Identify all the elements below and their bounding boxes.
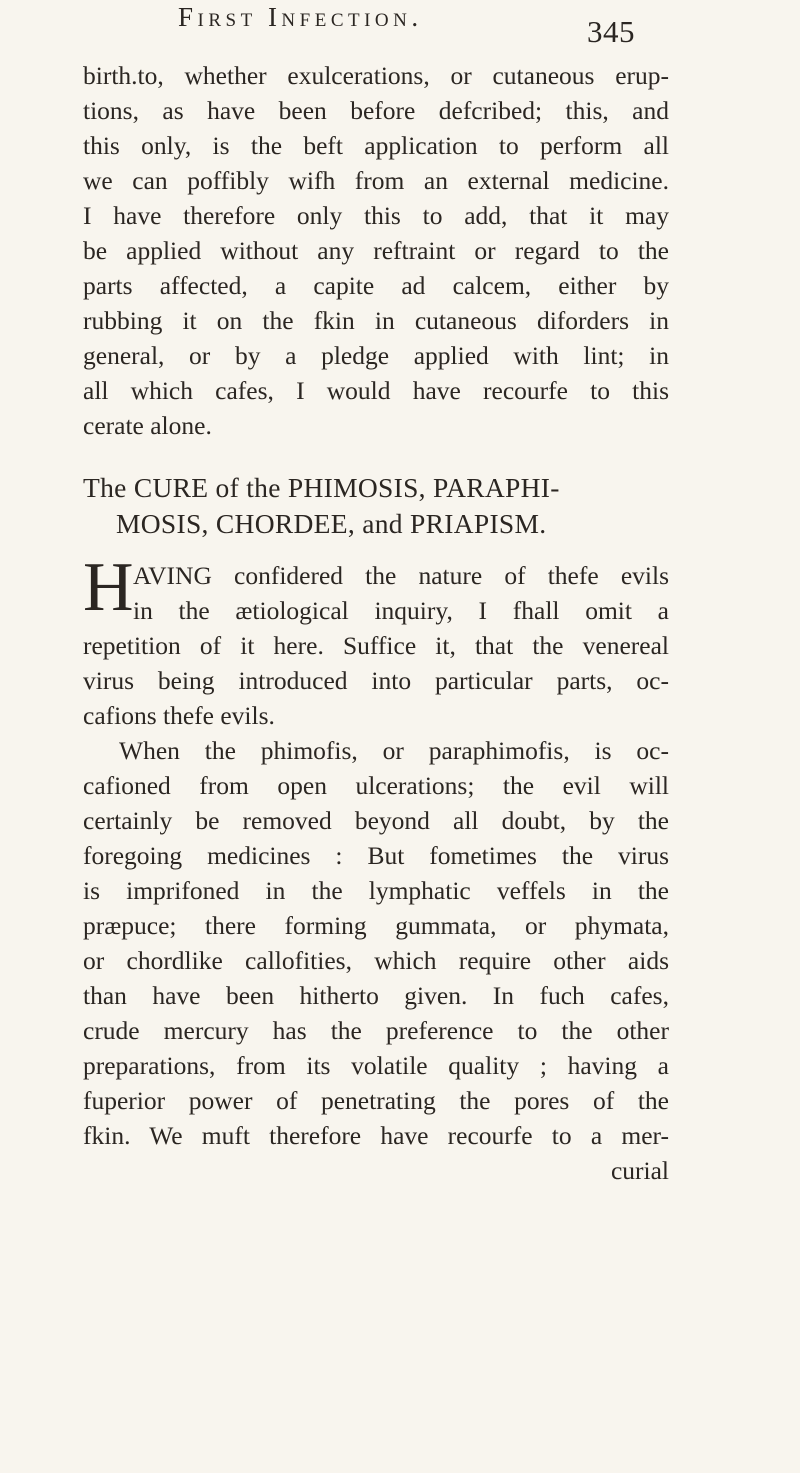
text-line: is imprifoned in the lymphatic veffels in the [83, 876, 669, 905]
text-line: all which cafes, I would have recourfe to this [83, 376, 669, 405]
running-title: First Infection. [178, 2, 423, 32]
paragraph-cerate [83, 58, 669, 443]
heading-line-2: MOSIS, CHORDEE, and PRIAPISM. [116, 508, 547, 539]
text-line: virus being introduced into particular parts, oc- [83, 666, 669, 695]
catchword: curial [610, 1156, 669, 1185]
text-line: cafions thefe evils. [83, 701, 275, 730]
drop-cap: H [83, 549, 134, 626]
text-line: cerate alone. [83, 411, 212, 440]
page-number: 345 [587, 14, 635, 49]
section-heading [83, 470, 669, 542]
text-line: birth.to, whether exulcerations, or cutaneous erup- [83, 61, 669, 90]
text-line: in the ætiological inquiry, I fhall omit a [133, 596, 669, 625]
text-line: When the phimofis, or paraphimofis, is oc- [119, 736, 669, 765]
text-line: or chordlike callofities, which require other aids [83, 946, 669, 975]
text-line: præpuce; there forming gummata, or phymata, [83, 911, 669, 940]
text-line: tions, as have been before defcribed; this, and [83, 96, 669, 125]
text-line: we can poffibly wifh from an external medicine. [83, 166, 669, 195]
text-line: repetition of it here. Suffice it, that the venereal [83, 631, 669, 660]
text-line: preparations, from its volatile quality ; having a [83, 1051, 669, 1080]
paragraph-having [83, 558, 669, 1188]
running-head [0, 0, 800, 50]
text-line: than have been hitherto given. In fuch cafes, [83, 981, 669, 1010]
text-line: this only, is the beft application to perform all [83, 131, 669, 160]
text-line: certainly be removed beyond all doubt, by the [83, 806, 669, 835]
text-line: be applied without any reftraint or regard to the [83, 236, 669, 265]
text-line: crude mercury has the preference to the other [83, 1016, 669, 1045]
text-line: fuperior power of penetrating the pores of the [83, 1086, 669, 1115]
heading-line-1: The CURE of the PHIMOSIS, PARAPHI- [83, 472, 560, 503]
text-line: AVING confidered the nature of thefe evils [133, 561, 669, 590]
text-line: I have therefore only this to add, that it may [83, 201, 669, 230]
text-line: cafioned from open ulcerations; the evil will [83, 771, 669, 800]
text-line: general, or by a pledge applied with lint; in [83, 341, 669, 370]
text-line: fkin. We muft therefore have recourfe to a mer- [83, 1121, 669, 1150]
text-line: parts affected, a capite ad calcem, either by [83, 271, 669, 300]
text-line: rubbing it on the fkin in cutaneous diforders in [83, 306, 669, 335]
text-line: foregoing medicines : But fometimes the virus [83, 841, 669, 870]
